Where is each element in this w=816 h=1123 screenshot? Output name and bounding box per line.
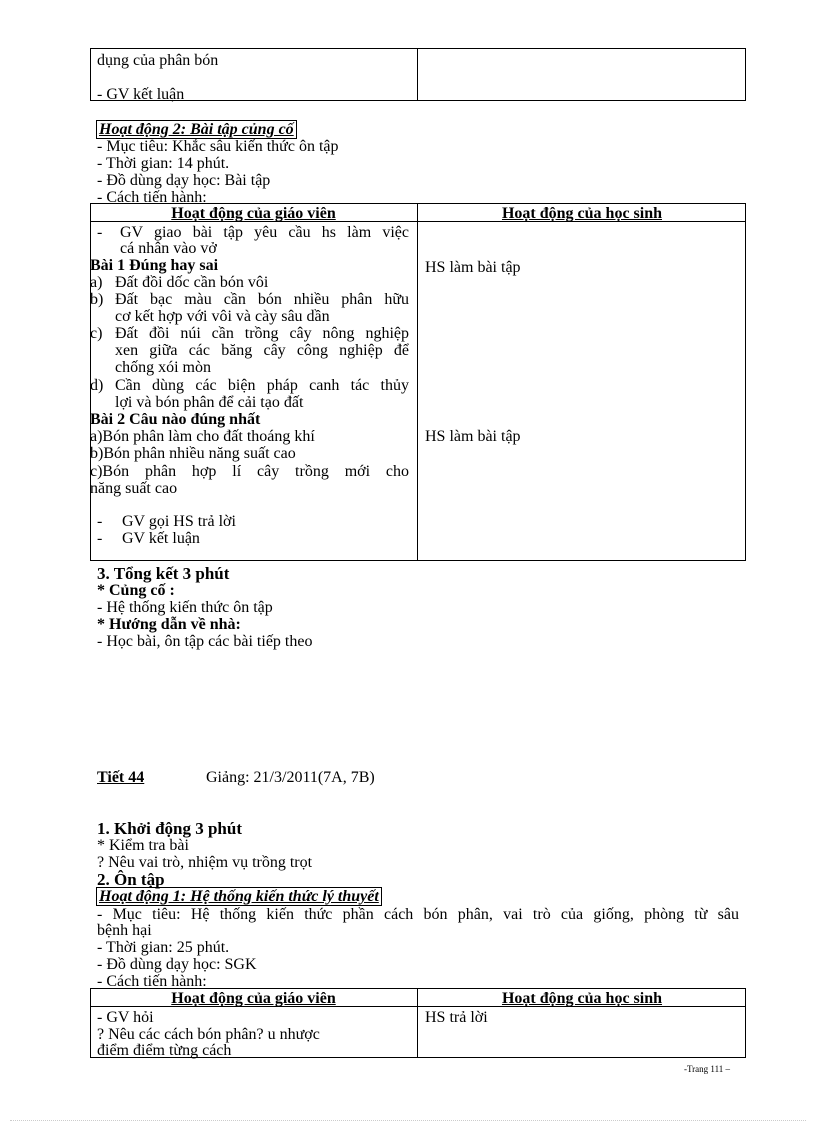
teacher-text: - GV hỏi: [97, 1009, 154, 1026]
table-header-student: Hoạt động của học sinh: [501, 990, 663, 1007]
warmup-line: * Kiểm tra bài: [97, 837, 189, 854]
activity-2-title: Hoạt động 2: Bài tập củng cố: [96, 120, 297, 139]
page-edge: [10, 1120, 806, 1121]
summary-title: 3. Tổng kết 3 phút: [97, 564, 230, 583]
homework-heading: * Hướng dẫn về nhà:: [97, 616, 241, 633]
table-cell-text: - GV kết luận: [97, 86, 185, 103]
table-divider: [417, 48, 418, 101]
activity-line: - Mục tiêu: Khắc sâu kiến thức ôn tập: [97, 138, 339, 155]
list-item: xen giữa các băng cây công nghiệp để: [115, 342, 409, 359]
list-item: năng suất cao: [90, 480, 178, 497]
activity-line: - Cách tiến hành:: [97, 973, 207, 990]
list-marker: b): [90, 291, 104, 308]
activity-line: - Cách tiến hành:: [97, 189, 207, 206]
lesson-date: Giảng: 21/3/2011(7A, 7B): [206, 769, 375, 786]
teacher-text: ? Nêu các cách bón phân? u nhược: [97, 1026, 320, 1043]
review-title: 2. Ôn tập: [97, 870, 165, 889]
list-item: cơ kết hợp với vôi và cày sâu dần: [115, 308, 330, 325]
teacher-text: GV kết luận: [122, 530, 200, 547]
list-bullet: -: [97, 513, 103, 530]
exercise-1-title: Bài 1 Đúng hay sai: [90, 257, 219, 274]
teacher-text: cá nhân vào vở: [120, 240, 217, 257]
list-item: lợi và bón phân để cải tạo đất: [115, 394, 304, 411]
student-text: HS trả lời: [425, 1009, 488, 1026]
list-item: Cần dùng các biện pháp canh tác thủy: [115, 377, 409, 394]
list-item: Đất đồi núi cần trồng cây nông nghiệp: [115, 325, 409, 342]
activity-1-title: Hoạt động 1: Hệ thống kiến thức lý thuyết: [96, 887, 382, 906]
list-marker: c): [90, 325, 103, 342]
exercise-2-title: Bài 2 Câu nào đúng nhất: [90, 411, 261, 428]
table-header-teacher: Hoạt động của giáo viên: [171, 990, 336, 1007]
activity-line: - Thời gian: 14 phút.: [97, 155, 230, 172]
homework-line: - Học bài, ôn tập các bài tiếp theo: [97, 633, 313, 650]
activity-line: bệnh hại: [97, 922, 152, 939]
teacher-text: GV giao bài tập yêu cầu hs làm việc: [120, 224, 409, 241]
warmup-title: 1. Khởi động 3 phút: [97, 819, 242, 838]
page-number: -Trang 111 –: [684, 1064, 731, 1074]
list-item: chống xói mòn: [115, 359, 211, 376]
list-item: a)Bón phân làm cho đất thoáng khí: [90, 428, 315, 445]
list-item: Đất đồi dốc cần bón vôi: [115, 274, 269, 291]
list-item: Đất bạc màu cần bón nhiều phân hữu: [115, 291, 409, 308]
list-bullet: -: [97, 224, 103, 241]
table-header-student: Hoạt động của học sinh: [501, 205, 663, 222]
table-header-teacher: Hoạt động của giáo viên: [171, 205, 336, 222]
lesson-label: Tiết 44: [97, 769, 145, 786]
list-item: c)Bón phân hợp lí cây trồng mới cho: [90, 463, 409, 480]
activity-line: - Đồ dùng dạy học: Bài tập: [97, 172, 271, 189]
consolidation-line: - Hệ thống kiến thức ôn tập: [97, 599, 273, 616]
list-marker: a): [90, 274, 103, 291]
warmup-line: ? Nêu vai trò, nhiệm vụ trồng trọt: [97, 854, 313, 871]
consolidation-heading: * Củng cố :: [97, 582, 175, 599]
activity-line: - Đồ dùng dạy học: SGK: [97, 956, 257, 973]
table-divider: [417, 203, 418, 561]
list-marker: d): [90, 377, 104, 394]
activity-line: - Mục tiêu: Hệ thống kiến thức phần cách bón phân, vai trò của giống, phòng từ sâu: [97, 906, 739, 923]
table-cell-text: dụng của phân bón: [97, 52, 219, 69]
list-bullet: -: [97, 530, 103, 547]
activity-line: - Thời gian: 25 phút.: [97, 939, 230, 956]
student-text: HS làm bài tập: [425, 428, 521, 445]
teacher-text: GV gọi HS trả lời: [122, 513, 236, 530]
student-text: HS làm bài tập: [425, 259, 521, 276]
teacher-text: điểm điểm từng cách: [97, 1042, 232, 1059]
list-item: b)Bón phân nhiều năng suất cao: [90, 445, 296, 462]
